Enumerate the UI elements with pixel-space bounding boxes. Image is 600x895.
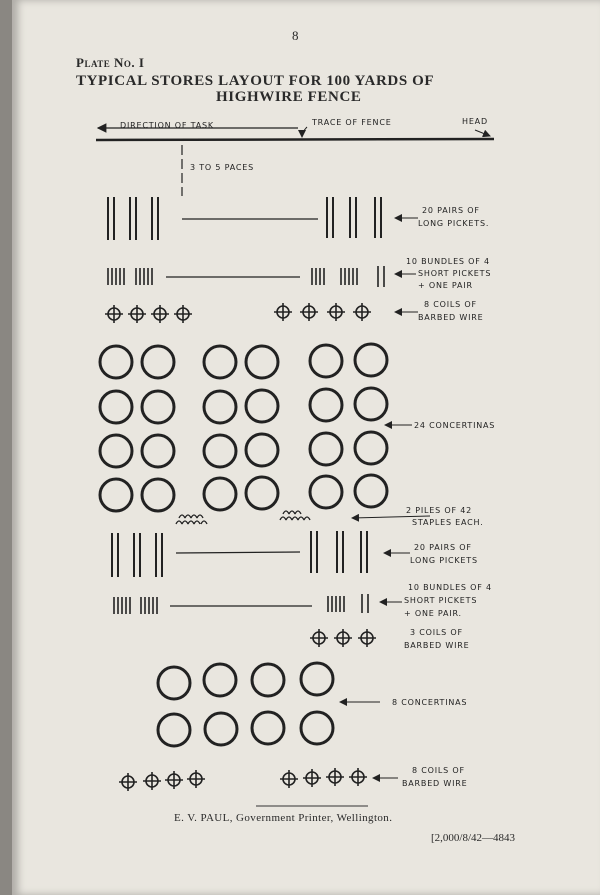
label-concertinas-2: 8 CONCERTINAS [392, 698, 468, 707]
long-pickets-right-2 [311, 531, 367, 573]
print-code: [2,000/8/42—4843 [431, 832, 516, 844]
label-barbed-2-a: 3 COILS OF [410, 628, 463, 637]
head-arrow [475, 130, 490, 136]
concertinas-block-1 [100, 344, 387, 511]
picket-row-line [176, 552, 300, 553]
label-short-pickets-1-c: + ONE PAIR [418, 281, 473, 290]
label-long-pickets-1-b: LONG PICKETS. [418, 219, 490, 228]
label-concertinas-1: 24 CONCERTINAS [414, 421, 496, 430]
page-number: 8 [292, 28, 299, 43]
printer-credit: E. V. PAUL, Government Printer, Wellington. [174, 812, 393, 824]
barbed-wire-coils-3 [119, 768, 367, 791]
trace-label: TRACE OF FENCE [312, 118, 392, 127]
title-line-2: HIGHWIRE FENCE [216, 89, 362, 105]
direction-label: DIRECTION OF TASK [120, 121, 214, 130]
label-long-pickets-2-a: 20 PAIRS OF [414, 543, 472, 552]
plate-label: Plate No. I [76, 55, 145, 70]
short-pickets-right-1 [312, 266, 384, 287]
staple-piles [176, 511, 310, 524]
spacing-label: 3 TO 5 PACES [190, 163, 254, 172]
label-short-pickets-1-b: SHORT PICKETS [418, 269, 492, 278]
label-staples-a: 2 PILES OF 42 [406, 506, 472, 515]
long-pickets-left-2 [112, 533, 162, 577]
label-short-pickets-2-b: SHORT PICKETS [404, 596, 478, 605]
long-pickets-right-1 [327, 197, 381, 238]
label-barbed-3-a: 8 COILS OF [412, 766, 465, 775]
head-label: HEAD [462, 117, 488, 126]
fence-trace-line [96, 139, 494, 140]
long-pickets-left-1 [108, 197, 158, 240]
label-barbed-2-b: BARBED WIRE [404, 641, 470, 650]
concertinas-block-2 [158, 663, 333, 746]
label-long-pickets-2-b: LONG PICKETS [410, 556, 478, 565]
short-pickets-left-2 [114, 597, 157, 614]
title-line-1: TYPICAL STORES LAYOUT FOR 100 YARDS OF [76, 73, 435, 89]
label-barbed-1-b: BARBED WIRE [418, 313, 484, 322]
label-short-pickets-2-a: 10 BUNDLES OF 4 [408, 583, 492, 592]
barbed-wire-coils-2 [310, 629, 376, 647]
label-barbed-1-a: 8 COILS OF [424, 300, 477, 309]
label-long-pickets-1-a: 20 PAIRS OF [422, 206, 480, 215]
label-barbed-3-b: BARBED WIRE [402, 779, 468, 788]
barbed-wire-coils-1 [105, 303, 371, 323]
label-staples-b: STAPLES EACH. [412, 518, 484, 527]
label-short-pickets-1-a: 10 BUNDLES OF 4 [406, 257, 490, 266]
short-pickets-right-2 [328, 594, 368, 613]
short-pickets-left-1 [108, 268, 152, 285]
trace-arrow [302, 127, 307, 137]
label-short-pickets-2-c: + ONE PAIR. [404, 609, 462, 618]
